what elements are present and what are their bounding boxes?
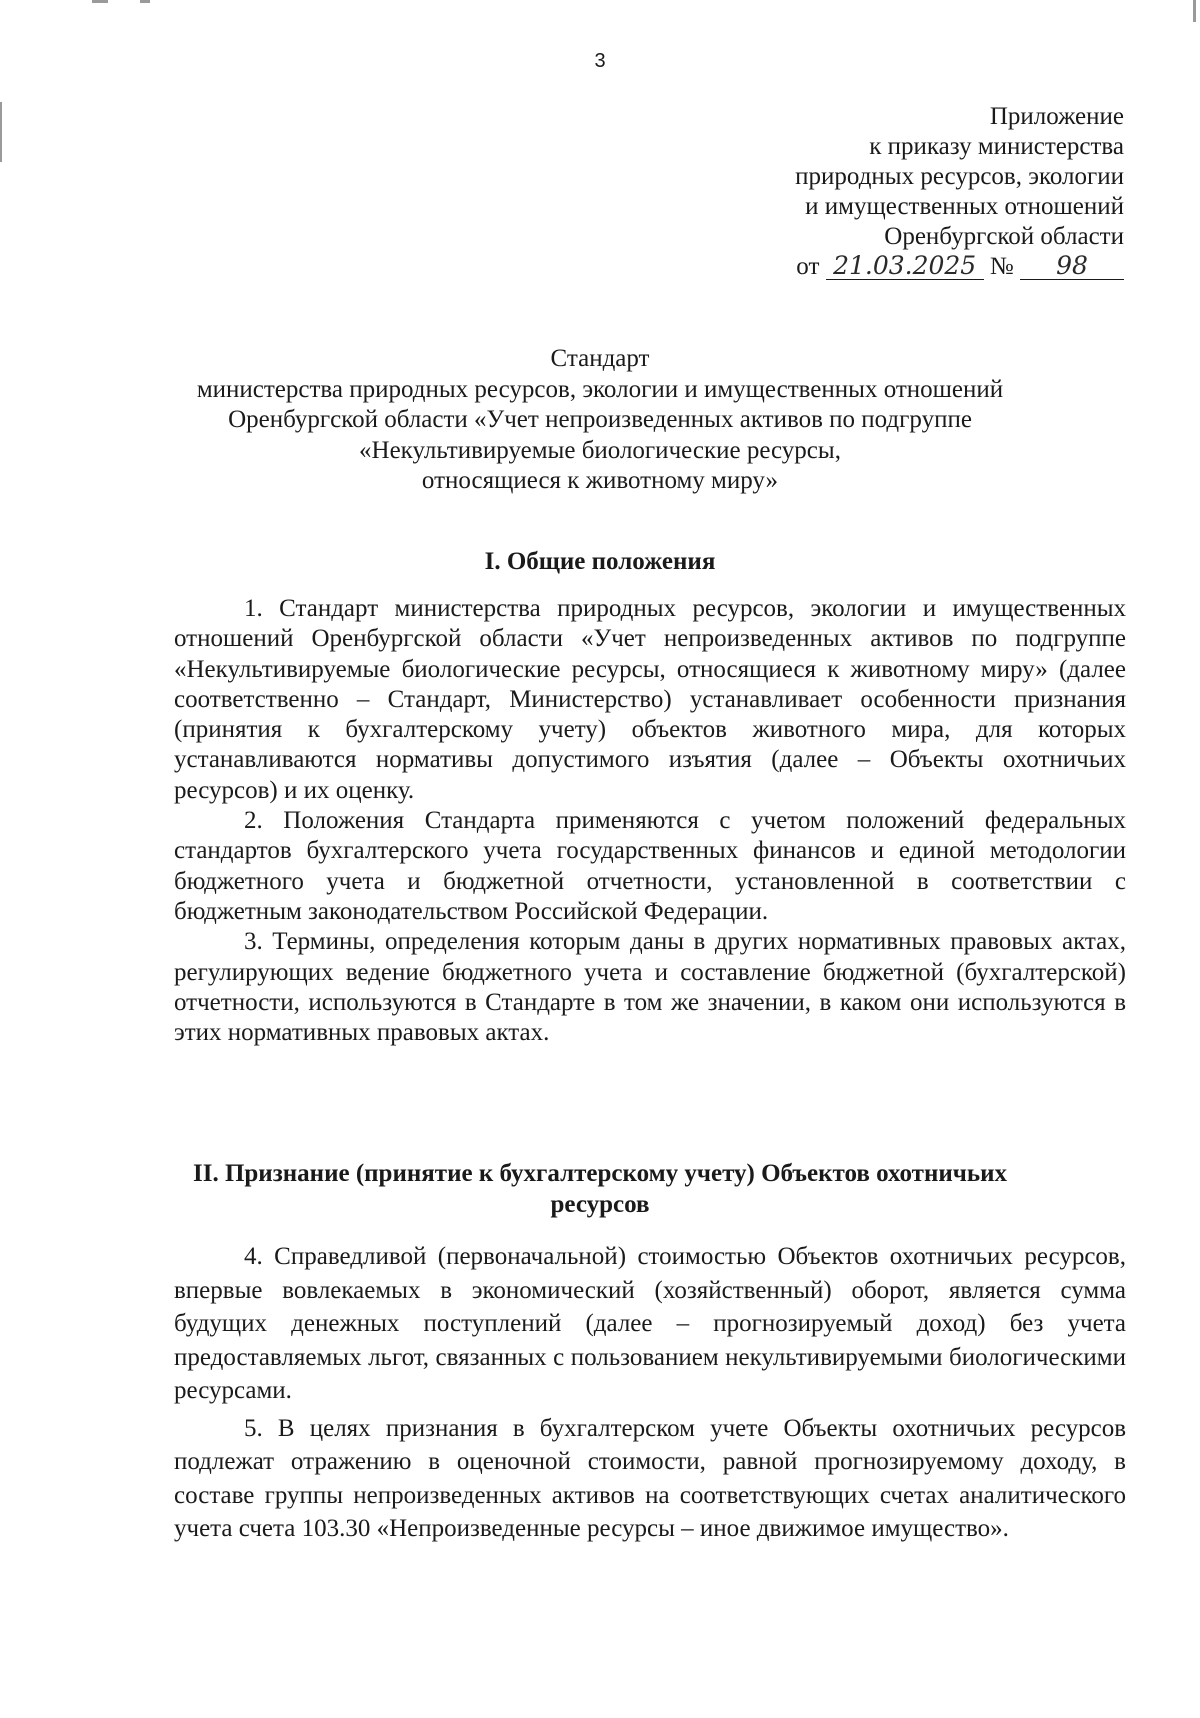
- paragraph: 2. Положения Стандарта применяются с учетом положений федеральных стандартов бухгалтерского учета государственных финансов и единой методологии бюджетного учета и бюджетной отчетности, установленной в соответствии с бюджетным законодательством Российской Федерации.: [174, 807, 1126, 925]
- paragraph: 3. Термины, определения которым даны в других нормативных правовых актах, регулирующих ведение бюджетного учета и составление бюджетной (бухгалтерской) отчетности, используются в Стандарте в том же значении, в каком они используются в этих нормативных правовых актах.: [174, 928, 1126, 1047]
- handwritten-number: 98: [1020, 253, 1124, 280]
- appendix-line: природных ресурсов, экологии: [795, 163, 1124, 190]
- handwritten-date: 21.03.2025: [826, 253, 984, 280]
- paragraph: 5. В целях признания в бухгалтерском учете Объекты охотничьих ресурсов подлежат отражению в оценочной стоимости, равной прогнозируемому доходу, в составе группы непроизведенных активов на соответствующих счетах аналитического учета счета 103.30 «Непроизведенные ресурсы – иное движимое имущество».: [174, 1414, 1126, 1542]
- page-number: 3: [594, 50, 606, 72]
- title-line: Оренбургской области «Учет непроизведенных активов по подгруппе: [228, 406, 972, 433]
- document-title: [150, 344, 1050, 497]
- section-2-body: [174, 1240, 1126, 1550]
- scan-edge-mark-top: [92, 0, 108, 3]
- number-label: №: [989, 253, 1014, 280]
- appendix-line: и имущественных отношений: [805, 193, 1124, 220]
- paragraph: 1. Стандарт министерства природных ресурсов, экологии и имущественных отношений Оренбургской области «Учет непроизведенных активов по подгруппе «Некультивируемые биологические ресурсы, относящиеся к животному миру» (далее соответственно – Стандарт, Министерство) устанавливает особенности признания (принятия к бухгалтерскому учету) объектов животного мира, для которых устанавливаются нормативы допустимого изъятия (далее – Объекты охотничьих ресурсов) и их оценку.: [174, 595, 1126, 804]
- from-label: от: [796, 253, 820, 280]
- scan-edge-mark-right: [1193, 0, 1196, 22]
- paragraph: 4. Справедливой (первоначальной) стоимостью Объектов охотничьих ресурсов, впервые вовлекаемых в экономический (хозяйственный) оборот, является сумма будущих денежных поступлений (далее – прогнозируемый доход) без учета предоставляемых льгот, связанных с пользованием некультивируемыми биологическими ресурсами.: [174, 1243, 1126, 1404]
- title-line: министерства природных ресурсов, экологии и имущественных отношений: [196, 375, 1004, 403]
- appendix-line: к приказу министерства: [869, 133, 1124, 160]
- appendix-line: Оренбургской области: [884, 223, 1124, 250]
- section-heading-general-provisions: I. Общие положения: [484, 548, 716, 575]
- title-line: «Некультивируемые биологические ресурсы,: [359, 436, 841, 464]
- appendix-line: Приложение: [989, 103, 1124, 130]
- scan-edge-mark-top: [140, 0, 150, 3]
- scan-edge-mark-left: [0, 102, 2, 162]
- order-date-number-line: [604, 252, 1124, 282]
- section-1-body: [174, 594, 1126, 1048]
- appendix-block: [604, 102, 1124, 282]
- section-heading-recognition: II. Признание (принятие к бухгалтерскому учету) Объектов охотничьих ресурсов: [193, 1160, 1007, 1218]
- title-line: Стандарт: [550, 345, 650, 372]
- title-line: относящиеся к животному миру»: [421, 467, 779, 494]
